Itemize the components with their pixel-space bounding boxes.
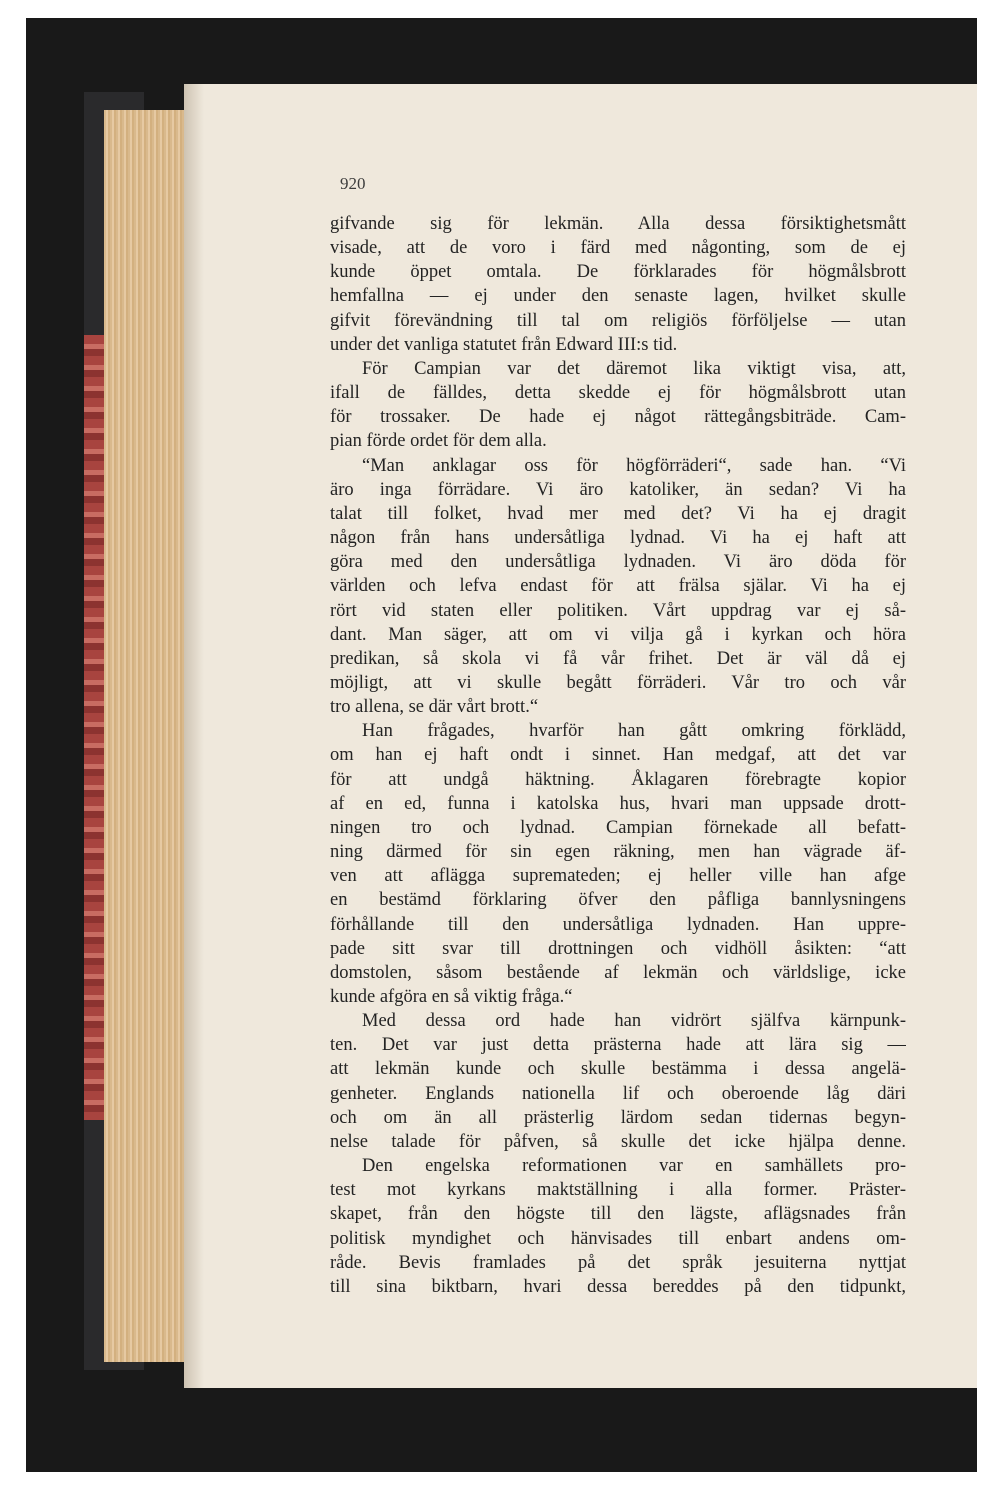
- page-block-edges: [104, 110, 186, 1362]
- text-line: för trossaker. De hade ej något rättegångsbiträde. Cam-: [330, 407, 906, 428]
- text-line: råde. Bevis framlades på det språk jesuiterna nyttjat: [330, 1252, 906, 1273]
- text-line: predikan, så skola vi få vår frihet. Det är väl då ej: [330, 648, 906, 669]
- text-line: ningen tro och lydnad. Campian förnekade all befatt-: [330, 817, 906, 838]
- text-line: förhållande till den undersåtliga lydnaden. Han uppre-: [330, 914, 906, 935]
- text-line: ten. Det var just detta prästerna hade att lära sig —: [330, 1035, 906, 1056]
- text-line: För Campian var det däremot lika viktigt visa, att,: [362, 358, 906, 379]
- text-line: ning därmed för sin egen räkning, men han vägrade äf-: [330, 842, 906, 863]
- text-line: till sina biktbarn, hvari dessa bereddes på den tidpunkt,: [330, 1276, 906, 1297]
- text-line: Han frågades, hvarför han gått omkring förklädd,: [362, 721, 906, 742]
- text-line: nelse talade för påfven, så skulle det icke hjälpa denne.: [330, 1131, 906, 1152]
- page-number: 920: [340, 174, 366, 193]
- text-line: politisk myndighet och hänvisades till enbart andens om-: [330, 1228, 906, 1249]
- text-line: tro allena, se där vårt brott.“: [330, 697, 539, 718]
- text-line: hemfallna — ej under den senaste lagen, hvilket skulle: [330, 286, 906, 307]
- text-line: äro inga förrädare. Vi äro katoliker, än sedan? Vi ha: [330, 479, 906, 500]
- text-line: ven att aflägga suprematеden; ej heller ville han afge: [330, 866, 906, 887]
- text-line: under det vanliga statutet från Edward III:s tid.: [330, 334, 678, 355]
- text-line: världen och lefva endast för att frälsa själar. Vi ha ej: [330, 576, 906, 597]
- text-line: Med dessa ord hade han vidrört själfva kärnpunk-: [362, 1011, 906, 1032]
- text-line: gifvit förevändning till tal om religiös förföljelse — utan: [330, 310, 906, 331]
- text-line: domstolen, såsom bestående af lekmän och världslige, icke: [330, 962, 906, 983]
- text-line: pade sitt svar till drottningen och vidhöll åsikten: “att: [330, 938, 906, 959]
- text-line: om han ej haft ondt i sinnet. Han medgaf, att det var: [330, 745, 906, 766]
- text-line: kunde öppet omtala. De förklarades för högmålsbrott: [330, 262, 906, 283]
- text-line: talat till folket, hvad mer med det? Vi ha ej dragit: [330, 503, 906, 524]
- text-line: ifall de fälldes, detta skedde ej för högmålsbrott utan: [330, 383, 906, 404]
- text-line: gifvande sig för lekmän. Alla dessa försiktighetsmått: [330, 214, 906, 234]
- text-line: pian förde ordet för dem alla.: [330, 431, 547, 452]
- body-text: [330, 212, 906, 1299]
- text-line: “Man anklagar oss för högförräderi“, sade han. “Vi: [362, 455, 906, 476]
- text-line: möjligt, att vi skulle begått förräderi. Vår tro och vår: [330, 672, 906, 693]
- text-line: visade, att de voro i färd med någonting, som de ej: [330, 238, 906, 259]
- text-line: och om än all prästerlig lärdom sedan tidernas begyn-: [330, 1107, 906, 1128]
- text-line: dant. Man säger, att om vi vilja gå i kyrkan och höra: [330, 624, 906, 645]
- text-line: test mot kyrkans maktställning i alla former. Präster-: [330, 1180, 906, 1201]
- text-line: rört vid staten eller politiken. Vårt uppdrag var ej så-: [330, 600, 906, 621]
- text-line: någon från hans undersåtliga lydnad. Vi ha ej haft att: [330, 528, 906, 549]
- text-line: göra med den undersåtliga lydnaden. Vi äro döda för: [330, 552, 906, 573]
- page-gutter-shadow: [184, 84, 204, 1388]
- text-line: att lekmän kunde och skulle bestämma i dessa angelä-: [330, 1059, 906, 1080]
- text-line: en bestämd förklaring öfver den påfliga bannlysningens: [330, 890, 906, 911]
- text-line: skapet, från den högste till den lägste, aflägsnades från: [330, 1204, 906, 1225]
- text-line: för att undgå häktning. Åklagaren förebragte kopior: [330, 769, 906, 790]
- text-line: kunde afgöra en så viktig fråga.“: [330, 987, 573, 1007]
- text-line: af en ed, funna i katolska hus, hvari man uppsade drott-: [330, 793, 906, 814]
- text-line: genheter. Englands nationella lif och oberoende låg däri: [330, 1083, 906, 1104]
- text-line: Den engelska reformationen var en samhällets pro-: [362, 1156, 906, 1177]
